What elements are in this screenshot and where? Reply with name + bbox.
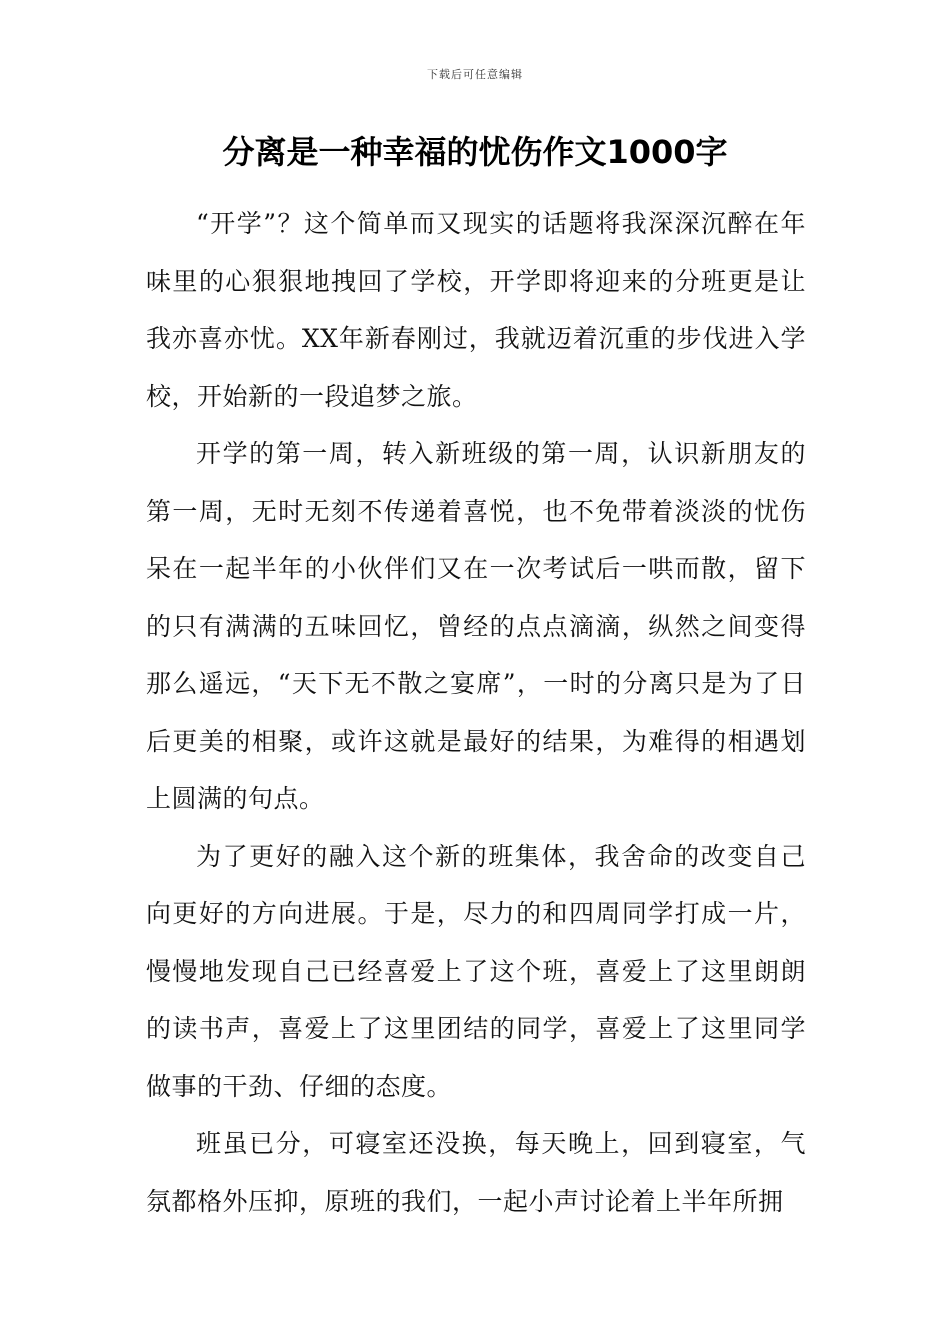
document-body	[146, 195, 806, 1230]
header-note: 下载后可任意编辑	[427, 68, 523, 81]
paragraph-2: 开学的第一周，转入新班级的第一周，认识新朋友的第一周，无时无刻不传递着喜悦，也不免带着淡淡的忧伤呆在一起半年的小伙伴们又在一次考试后一哄而散，留下的只有满满的五味回忆，曾经的点点滴滴，纵然之间变得那么遥远，“天下无不散之宴席”，一时的分离只是为了日后更美的相聚，或许这就是最好的结果，为难得的相遇划上圆满的句点。	[146, 439, 806, 813]
paragraph-4: 班虽已分，可寝室还没换，每天晚上，回到寝室，气氛都格外压抑，原班的我们，一起小声讨论着上半年所拥	[146, 1129, 806, 1216]
page-title: 分离是一种幸福的忧伤作文1000字	[222, 133, 728, 171]
paragraph-1: “开学”？这个简单而又现实的话题将我深深沉醉在年味里的心狠狠地拽回了学校，开学即将迎来的分班更是让我亦喜亦忧。XX年新春刚过，我就迈着沉重的步伐进入学校，开始新的一段追梦之旅。	[146, 209, 806, 411]
paragraph-3: 为了更好的融入这个新的班集体，我舍命的改变自己向更好的方向进展。于是，尽力的和四周同学打成一片，慢慢地发现自己已经喜爱上了这个班，喜爱上了这里朗朗的读书声，喜爱上了这里团结的同学，喜爱上了这里同学做事的干劲、仔细的态度。	[146, 841, 806, 1101]
